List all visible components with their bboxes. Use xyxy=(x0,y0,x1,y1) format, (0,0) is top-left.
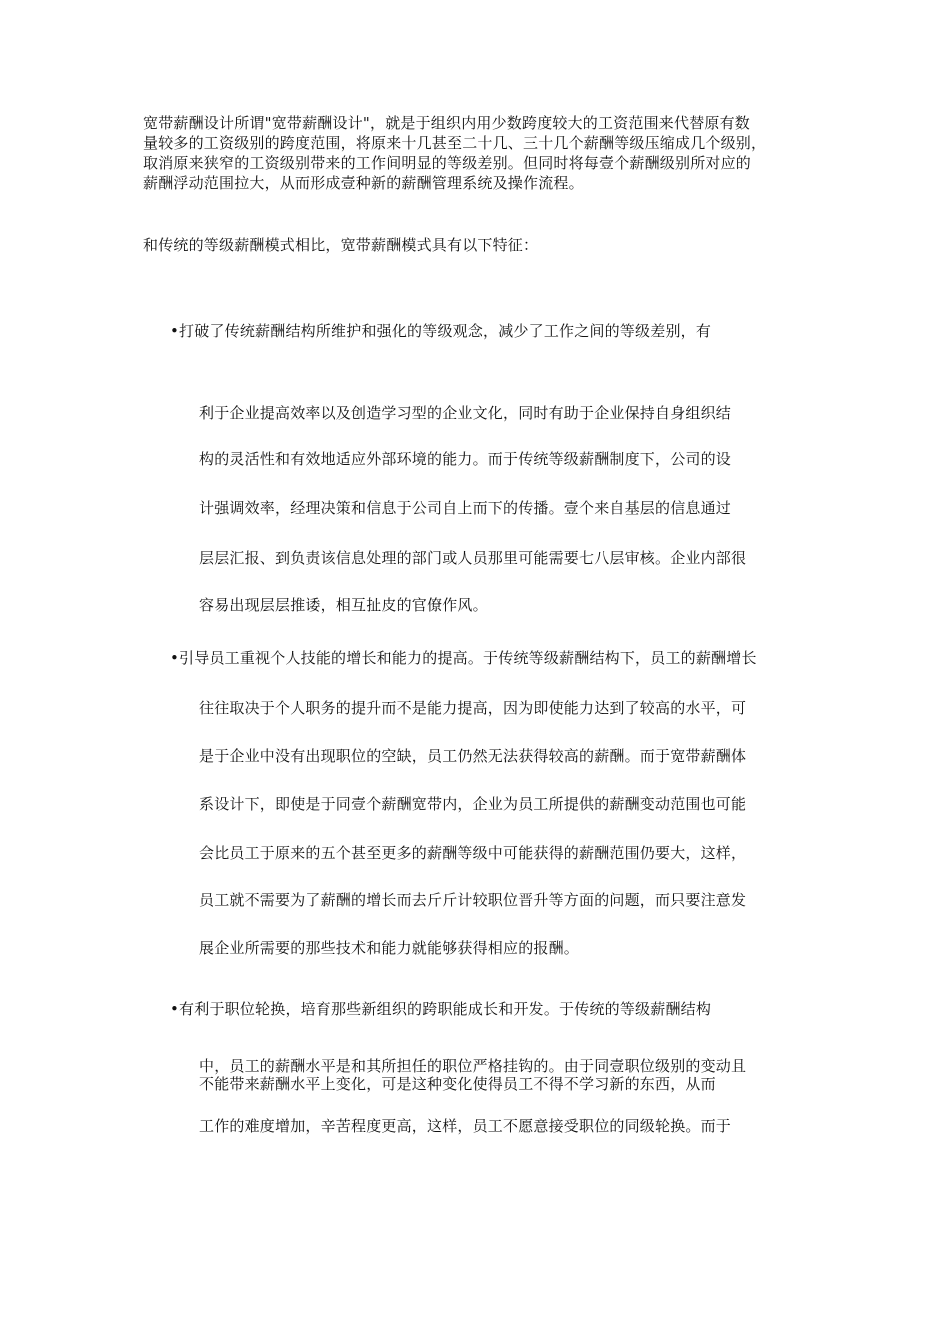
intro-line: 薪酬浮动范围拉大，从而形成壹种新的薪酬管理系统及操作流程。 xyxy=(143,174,584,192)
feature-line: 是于企业中没有出现职位的空缺，员工仍然无法获得较高的薪酬。而于宽带薪酬体 xyxy=(199,747,747,765)
feature-line: 容易出现层层推诿，相互扯皮的官僚作风。 xyxy=(199,596,488,614)
feature-line: 计强调效率，经理决策和信息于公司自上而下的传播。壹个来自基层的信息通过 xyxy=(199,499,732,517)
lead-sentence: 和传统的等级薪酬模式相比，宽带薪酬模式具有以下特征： xyxy=(143,236,539,254)
feature-line: 会比员工于原来的五个甚至更多的薪酬等级中可能获得的薪酬范围仍要大，这样， xyxy=(199,844,747,862)
feature-line: 往往取决于个人职务的提升而不是能力提高，因为即使能力达到了较高的水平，可 xyxy=(199,699,747,717)
feature-line: 展企业所需要的那些技术和能力就能够获得相应的报酬。 xyxy=(199,939,580,957)
feature-line: •有利于职位轮换，培育那些新组织的跨职能成长和开发。于传统的等级薪酬结构 xyxy=(170,1000,712,1018)
feature-line: •引导员工重视个人技能的增长和能力的提高。于传统等级薪酬结构下，员工的薪酬增长 xyxy=(170,649,757,667)
feature-line: •打破了传统薪酬结构所维护和强化的等级观念，减少了工作之间的等级差别，有 xyxy=(170,322,712,340)
intro-line: 宽带薪酬设计所谓"宽带薪酬设计"，就是于组织内用少数跨度较大的工资范围来代替原有数 xyxy=(143,114,751,132)
feature-line: 利于企业提高效率以及创造学习型的企业文化，同时有助于企业保持自身组织结 xyxy=(199,404,732,422)
feature-line: 构的灵活性和有效地适应外部环境的能力。而于传统等级薪酬制度下，公司的设 xyxy=(199,450,732,468)
intro-line: 量较多的工资级别的跨度范围，将原来十几甚至二十几、三十几个薪酬等级压缩成几个级别， xyxy=(143,134,767,152)
feature-line: 中，员工的薪酬水平是和其所担任的职位严格挂钩的。由于同壹职位级别的变动且 xyxy=(199,1057,747,1075)
intro-line: 取消原来狭窄的工资级别带来的工作间明显的等级差别。但同时将每壹个薪酬级别所对应的 xyxy=(143,154,752,172)
feature-line: 工作的难度增加，辛苦程度更高，这样，员工不愿意接受职位的同级轮换。而于 xyxy=(199,1117,732,1135)
feature-line: 层层汇报、到负责该信息处理的部门或人员那里可能需要七八层审核。企业内部很 xyxy=(199,549,747,567)
feature-line: 系设计下，即使是于同壹个薪酬宽带内，企业为员工所提供的薪酬变动范围也可能 xyxy=(199,795,747,813)
feature-line: 不能带来薪酬水平上变化，可是这种变化使得员工不得不学习新的东西，从而 xyxy=(199,1075,716,1093)
feature-line: 员工就不需要为了薪酬的增长而去斤斤计较职位晋升等方面的问题，而只要注意发 xyxy=(199,891,747,909)
